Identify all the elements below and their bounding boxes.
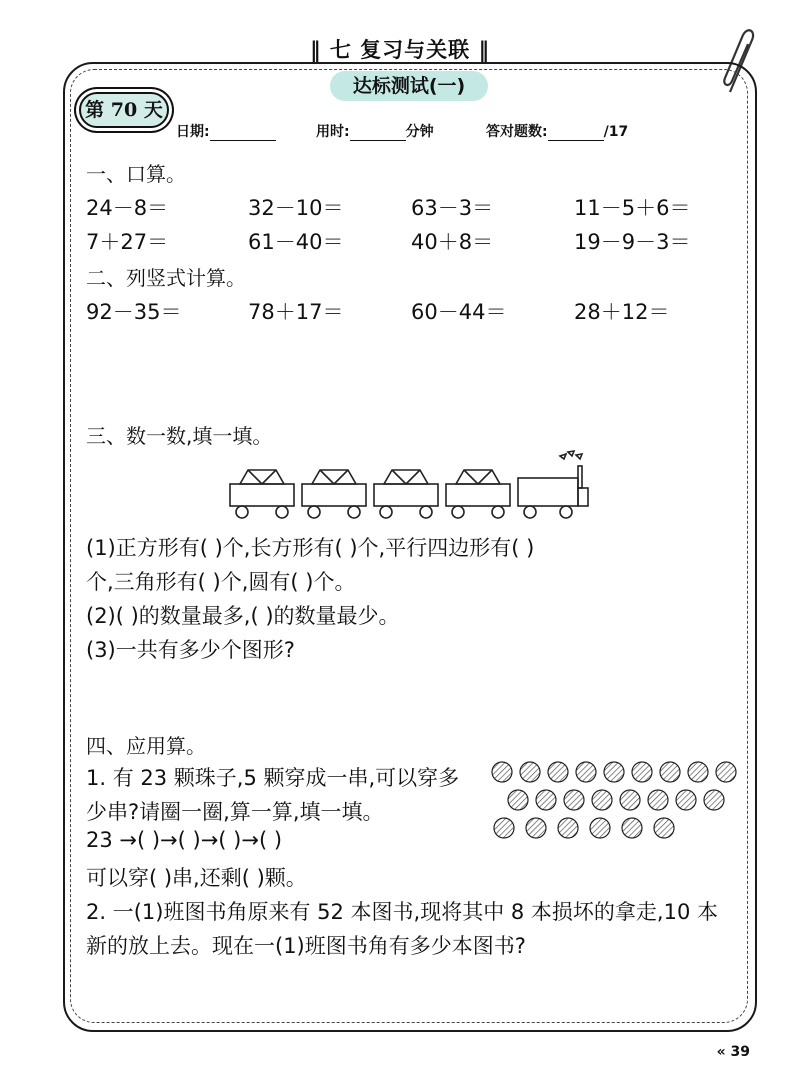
time-blank[interactable]	[350, 125, 406, 141]
train-figure	[226, 448, 598, 522]
problem: 19－9－3＝	[574, 230, 691, 254]
problem: 7＋27＝	[86, 230, 169, 254]
date-field[interactable]	[176, 121, 276, 141]
question-3-3: (3)一共有多少个图形?	[86, 638, 295, 662]
problem-4-2-line1: 2. 一(1)班图书角原来有 52 本图书,现将其中 8 本损坏的拿走,10 本	[86, 900, 718, 924]
section3-title: 三、数一数,填一填。	[86, 424, 273, 448]
vertical-problem: 92－35＝	[86, 300, 182, 324]
score-label: 答对题数:	[486, 124, 548, 140]
page-number: « 39	[716, 1044, 750, 1060]
problem-4-1-line2: 少串?请圈一圈,算一算,填一填。	[86, 800, 384, 824]
score-blank[interactable]	[548, 125, 604, 141]
problem: 11－5＋6＝	[574, 196, 691, 220]
vertical-problem: 60－44＝	[411, 300, 507, 324]
question-3-2[interactable]: (2)( )的数量最多,( )的数量最少。	[86, 604, 400, 628]
section2-title: 二、列竖式计算。	[86, 266, 246, 290]
date-blank[interactable]	[210, 125, 276, 141]
question-3-1-line2[interactable]: 个,三角形有( )个,圆有( )个。	[86, 570, 356, 594]
problem: 61－40＝	[248, 230, 344, 254]
problem: 63－3＝	[411, 196, 494, 220]
date-label: 日期:	[176, 124, 210, 140]
section1-title: 一、口算。	[86, 162, 186, 186]
time-field[interactable]	[316, 121, 434, 141]
test-title: 达标测试(一)	[330, 71, 488, 101]
problem-4-2-line2: 新的放上去。现在一(1)班图书角有多少本图书?	[86, 934, 526, 958]
chapter-header: ‖ 七 复习与关联 ‖	[310, 37, 490, 62]
time-label: 用时:	[316, 124, 350, 140]
score-total: /17	[603, 124, 629, 140]
time-unit: 分钟	[405, 124, 434, 140]
problem: 40＋8＝	[411, 230, 494, 254]
vertical-problem: 78＋17＝	[248, 300, 344, 324]
problem: 24－8＝	[86, 196, 169, 220]
problem-4-1-chain[interactable]: 23 →( )→( )→( )→( )	[86, 828, 283, 852]
section4-title: 四、应用算。	[86, 734, 206, 758]
problem-4-1-line1: 1. 有 23 颗珠子,5 颗穿成一串,可以穿多	[86, 766, 460, 790]
beads-figure	[490, 760, 740, 842]
problem-4-1-answer[interactable]: 可以穿( )串,还剩( )颗。	[86, 866, 307, 890]
day-badge: 第 70 天	[79, 92, 169, 128]
score-field[interactable]	[486, 121, 628, 141]
problem: 32－10＝	[248, 196, 344, 220]
vertical-problem: 28＋12＝	[574, 300, 670, 324]
question-3-1-line1[interactable]: (1)正方形有( )个,长方形有( )个,平行四边形有( )	[86, 536, 535, 560]
